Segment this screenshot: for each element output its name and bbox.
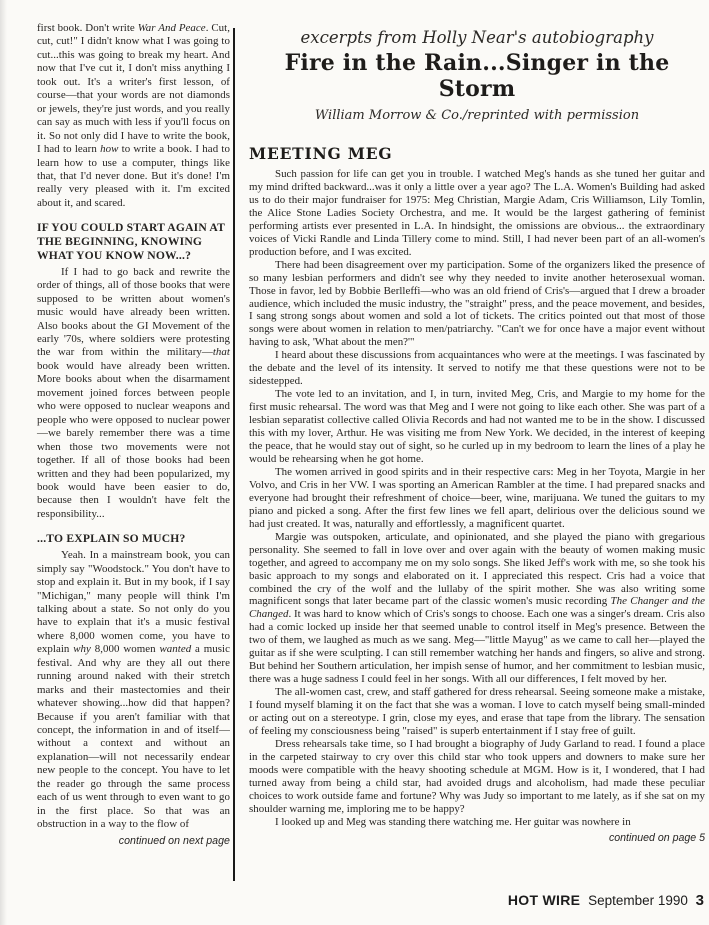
left-column <box>37 22 230 848</box>
section-heading: MEETING MEG <box>249 144 393 163</box>
issue-date: September 1990 <box>588 893 688 908</box>
continued-page-5-note: continued on page 5 <box>608 831 705 844</box>
column-divider-rule <box>233 28 235 881</box>
magazine-name: HOT WIRE <box>507 892 581 908</box>
interview-answer-paragraph: first book. Don't write War And Peace. Cut, cut, cut!" I didn't know what I was going to cut...this was going to break my heart. And now that I've cut it, I don't miss anything I took out. It's a writer's first lesson, of course—that your words are not diamonds or jewels, they're just words, and you really can say as much with less if you'll focus on it. So not only did I have to write the book, I had to learn how to write a book. I had to learn how to use a computer, things like that, that I'd never done. But it's done! I'm really very pleased with it. I'm excited about it, and scared. <box>37 22 231 209</box>
continued-next-page-note: continued on next page <box>118 834 230 847</box>
interview-answer-paragraph: If I had to go back and rewrite the order of things, all of those books that were supposed to be written about women's music would have already been written. Also books about the GI Movement of the early '70s, where soldiers were protesting the war from within the military—that book would have already been written. More books about when the disarmament movement joined forces between people who were opposed to nuclear weapons and people who were opposed to nuclear power—we barely remember there was a time when those two movements were not together. If all of those books had been written and they had been popularized, my book would have been easier to do, because then I wouldn't have felt the responsibility... <box>37 265 230 520</box>
interview-question-heading: IF YOU COULD START AGAIN AT THE BEGINNING, KNOWING WHAT YOU KNOW NOW...? <box>37 221 225 262</box>
article-kicker: excerpts from Holly Near's autobiography <box>300 28 654 47</box>
article-header <box>249 28 705 123</box>
article-paragraph: Margie was outspoken, articulate, and opinionated, and she played the piano with gregarious personality. She seemed to fall in love over and over again with the beauty of women making music together, and agreed to accompany me on my solo songs. She liked Jeff's work with me, so she took his basic approach to my songs and elaborated on it. I appreciated this respect. Cris had a voice that combined the cry of the wolf and the lullaby of the spirit mother. She was also writing some magnificent songs that later became part of the classic women's music recording The Changer and the Changed. It was hard to know which of Cris's songs to choose. Each one was a singer's dream. Cris also had a comic locked up inside her that seemed unable to control itself in Meg's presence. Between the two of them, we laughed as much as we sang. Meg—"little Mayug" as we came to call her—played the guitar as if she were sculpting. I can still remember watching her hands and fingers, so alive and strong. But behind her Southern articulation, her impish sense of humor, and her commitment to lesbian music, there was a huge sadness I could feel in her songs. With all our differences, I felt moved by her. <box>249 530 705 686</box>
article-paragraph: I looked up and Meg was standing there watching me. Her guitar was nowhere in <box>275 815 631 828</box>
article-paragraph: Such passion for life can get you in trouble. I watched Meg's hands as she tuned her guitar and my mind drifted backward...was it only a little over a year ago? The L.A. Women's Building had asked us to do their major fundraiser for 1975: Meg Christian, Margie Adam, Cris Williamson, Lily Tomlin, the Alice Stone Ladies Society Orchestra, and me. It would be the largest gathering of feminist performing artists ever presented in L.A. In hindsight, the omissions are obvious... the extraordinary voices of Vicki Randle and Linda Tillery come to mind. Still, I had never been part of an all-women's production before, and I was excited. <box>249 168 705 258</box>
page-number: 3 <box>695 892 704 909</box>
article-paragraph: The vote led to an invitation, and I, in turn, invited Meg, Cris, and Margie to my home for the first music rehearsal. The word was that Meg and I were not going to like each other. She was part of a lesbian separatist collective called Olivia Records and had not wanted me to be in the show. I discussed this with my lover, Arthur. He was visiting me from New York. We decided, in the interest of keeping the peace, that he would stay out of sight, so he curled up in my bedroom to learn the lines of a play he would be rehearsing when he got home. <box>249 388 705 465</box>
article-paragraph: There had been disagreement over my participation. Some of the organizers liked the presence of so many lesbian performers and didn't see why they needed to invite another heterosexual woman. Those in favor, led by Bobbie Berlleffi—who was an old friend of Cris's—argued that I drew a broader audience, which included the music industry, the "straight" press, and the peace movement, and besides, I sang strong songs about women and sold a lot of tickets. The critics pointed out that most of those songs were about women in relation to men/patriarchy. "Can't we for once have a major event without having to ask, 'What about the men?'" <box>249 258 705 349</box>
article-title: Fire in the Rain...Singer in the Storm <box>284 50 670 102</box>
article-paragraph: Dress rehearsals take time, so I had brought a biography of Judy Garland to read. I found a place in the carpeted stairway to cry over this child star who took uppers and downers to make sure her moods were compatible with the heavy shooting schedule at MGM. How is it, I wondered, that I had turned away from being a child star, had avoided drugs and alcoholism, had made these peculiar choices to work outside fame and fortune? Why was Judy so important to me lately, as if she sat on my shoulder warning me, imploring me to be happy? <box>249 737 705 815</box>
page-footer <box>508 892 704 909</box>
article-paragraph: I heard about these discussions from acquaintances who were at the meetings. I was fascinated by the debate and the level of its intensity. It served to notify me that these questions were not to be sidestepped. <box>249 349 705 388</box>
article-paragraph: The women arrived in good spirits and in their respective cars: Meg in her Toyota, Margie in her Volvo, and Cris in her VW. I was sporting an American Rambler at the time. I had prepared snacks and everyone had brought their refreshment of choice—beer, wine, marijuana. We tuned the guitars to my piano and picked a song. After the first few lines we fell apart, delirious over the delicious sound we had just created. It was, naturally and effortlessly, a magnificent quartet. <box>249 465 705 530</box>
interview-question-heading: ...TO EXPLAIN SO MUCH? <box>37 532 186 546</box>
article-byline: William Morrow & Co./reprinted with permission <box>314 108 640 123</box>
article-column <box>249 26 705 844</box>
interview-answer-paragraph: Yeah. In a mainstream book, you can simply say "Woodstock." You don't have to stop and explain it. But in my book, if I say "Michigan," many people will think I'm talking about a state. So not only do you have to explain that it's a music festival where 8,000 women come, you have to explain why 8,000 women wanted a music festival. And why are they all out there running around naked with their stretch marks and their mastectomies and their whatever showing...how did that happen? Because if you aren't familiar with that concept, the information in and of itself—without a context and without an explanation—will not necessarily endear new people to the concept. You have to let the reader go through the same process each of us went through to even want to go in the first place. So that was an obstruction in a way to the flow of <box>37 549 230 831</box>
article-paragraph: The all-women cast, crew, and staff gathered for dress rehearsal. Seeing someone make a mistake, I found myself blaming it on the fact that she was a woman. I love to catch myself being small-minded or acting out on a stereotype. I grin, close my eyes, and erase that tape from the library. The sensation of feeling my consciousness being "raised" is superb entertainment if I stay free of guilt. <box>249 686 705 737</box>
